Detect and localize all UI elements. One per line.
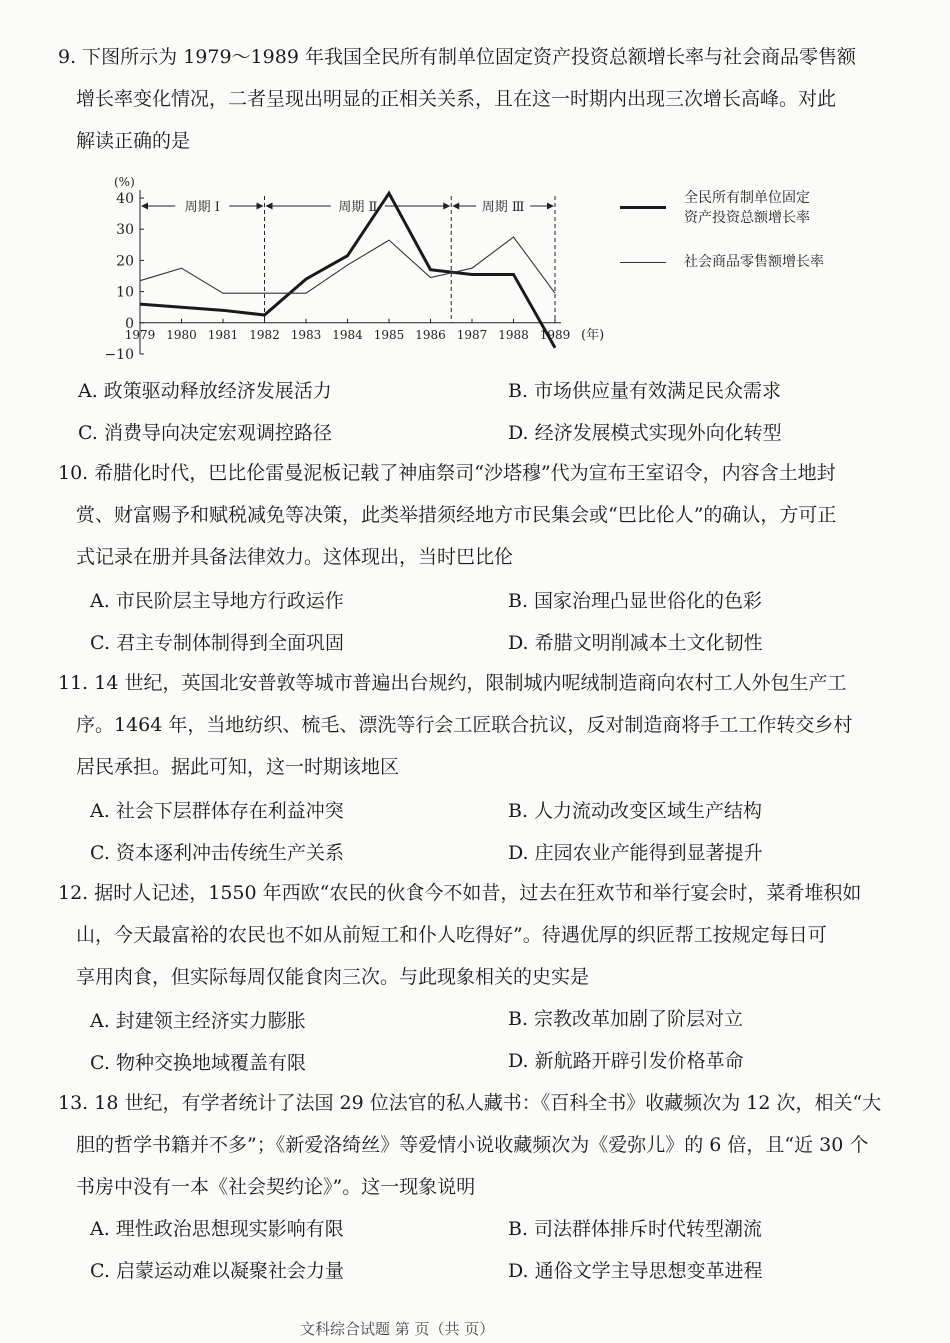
q12-option-c[interactable]: C. 物种交换地域覆盖有限 (90, 1052, 306, 1074)
q11-option-c[interactable]: C. 资本逐利冲击传统生产关系 (90, 842, 344, 864)
q9-stem-line: 增长率变化情况，二者呈现出明显的正相关关系，且在这一时期内出现三次增长高峰。对此 (76, 88, 837, 110)
y-tick-label: 0 (125, 315, 134, 332)
q12-stem-line: 享用肉食，但实际每周仅能食肉三次。与此现象相关的史实是 (76, 966, 590, 988)
q10-option-c[interactable]: C. 君主专制体制得到全面巩固 (90, 632, 344, 654)
q12-stem-line: 山，今天最富裕的农民也不如从前短工和仆人吃得好”。待遇优厚的织匠帮工按规定每日可 (76, 924, 827, 946)
legend-label-investment-2: 资产投资总额增长率 (684, 210, 810, 226)
x-tick-label: 1981 (207, 327, 239, 342)
q13-option-d[interactable]: D. 通俗文学主导思想变革进程 (508, 1260, 763, 1282)
q9-option-c[interactable]: C. 消费导向决定宏观调控路径 (78, 422, 332, 444)
q9-option-d[interactable]: D. 经济发展模式实现外向化转型 (508, 422, 782, 444)
x-tick-label: 1989 (539, 327, 571, 342)
q9-option-b[interactable]: B. 市场供应量有效满足民众需求 (508, 380, 782, 402)
q13-stem-line: 13. 18 世纪，有学者统计了法国 29 位法官的私人藏书：《百科全书》收藏频次为 12 次，相关“大 (58, 1092, 882, 1114)
q9-option-a[interactable]: A. 政策驱动释放经济发展活力 (78, 380, 332, 402)
q12-option-b[interactable]: B. 宗教改革加剧了阶层对立 (508, 1008, 744, 1030)
series-line-retail (140, 237, 555, 293)
q13-option-a[interactable]: A. 理性政治思想现实影响有限 (90, 1218, 344, 1240)
q13-option-c[interactable]: C. 启蒙运动难以凝聚社会力量 (90, 1260, 344, 1282)
q12-option-d[interactable]: D. 新航路开辟引发价格革命 (508, 1050, 744, 1072)
period-arrow-head (452, 203, 459, 210)
q11-stem-line: 11. 14 世纪，英国北安普敦等城市普遍出台规约，限制城内呢绒制造商向农村工人外包生产工 (58, 672, 847, 694)
q13-option-b[interactable]: B. 司法群体排斥时代转型潮流 (508, 1218, 763, 1240)
period-label: 周期 Ⅰ (184, 200, 220, 215)
q10-option-a[interactable]: A. 市民阶层主导地方行政运作 (90, 590, 344, 612)
period-label: 周期 Ⅱ (338, 200, 378, 215)
q11-stem (58, 662, 906, 788)
q10-option-d[interactable]: D. 希腊文明削减本土文化韧性 (508, 632, 763, 654)
legend-swatch-investment (620, 206, 666, 209)
x-tick-label: 1985 (373, 327, 405, 342)
y-tick-label: 30 (116, 222, 134, 239)
period-label: 周期 Ⅲ (481, 200, 525, 215)
q13-stem-line: 书房中没有一本《社会契约论》”。这一现象说明 (76, 1176, 476, 1198)
q9-stem (58, 36, 906, 162)
legend-label-retail: 社会商品零售额增长率 (684, 254, 824, 270)
q13-stem (58, 1082, 906, 1208)
q11-option-a[interactable]: A. 社会下层群体存在利益冲突 (90, 800, 344, 822)
q12-option-a[interactable]: A. 封建领主经济实力膨胀 (90, 1010, 306, 1032)
q10-stem-line: 赏、财富赐予和赋税减免等决策，此类举措须经地方市民集会或“巴比伦人”的确认，方可正 (76, 504, 837, 526)
q9-stem-line: 解读正确的是 (76, 130, 191, 152)
period-arrow-head (443, 203, 450, 210)
legend-label-investment-1: 全民所有制单位固定 (684, 190, 810, 206)
q12-stem-line: 12. 据时人记述，1550 年西欧“农民的伙食今不如昔，过去在狂欢节和举行宴会时，菜肴堆积如 (58, 882, 862, 904)
x-tick-label: 1984 (332, 327, 363, 342)
growth-rate-chart (104, 170, 605, 363)
q9-stem-line: 9. 下图所示为 1979～1989 年我国全民所有制单位固定资产投资总额增长率与社会商品零售额 (58, 46, 856, 68)
y-tick-label: 10 (116, 284, 134, 301)
page-footer: 文科综合试题 第 页（共 页） (300, 1320, 495, 1338)
q10-stem-line: 10. 希腊化时代，巴比伦雷曼泥板记载了神庙祭司“沙塔穆”代为宣布王室诏令，内容含土地封 (58, 462, 836, 484)
x-tick-label: 1983 (290, 327, 322, 342)
q11-option-d[interactable]: D. 庄园农业产能得到显著提升 (508, 842, 763, 864)
x-axis-unit-label: (年) (581, 327, 605, 343)
q12-stem (58, 872, 906, 998)
x-tick-label: 1982 (249, 327, 280, 342)
period-arrow-head (547, 203, 554, 210)
q10-option-b[interactable]: B. 国家治理凸显世俗化的色彩 (508, 590, 763, 612)
x-tick-label: 1986 (415, 327, 446, 342)
x-tick-label: 1979 (124, 327, 156, 342)
q13-stem-line: 胆的哲学书籍并不多”；《新爱洛绮丝》等爱情小说收藏频次为《爱弥儿》的 6 倍，且“近 30 个 (76, 1134, 869, 1156)
q10-stem-line: 式记录在册并具备法律效力。这体现出，当时巴比伦 (76, 546, 514, 568)
period-arrow-head (257, 203, 264, 210)
y-tick-label: 20 (116, 253, 134, 270)
q11-stem-line: 序。1464 年，当地纺织、梳毛、漂洗等行会工匠联合抗议，反对制造商将手工工作转交乡村 (76, 714, 853, 736)
series-line-investment (140, 193, 555, 347)
y-tick-label: 40 (116, 191, 134, 207)
x-tick-label: 1980 (166, 327, 197, 342)
period-arrow-head (266, 203, 273, 210)
x-tick-label: 1987 (456, 327, 488, 342)
q11-option-b[interactable]: B. 人力流动改变区域生产结构 (508, 800, 763, 822)
q11-stem-line: 居民承担。据此可知，这一时期该地区 (76, 756, 400, 778)
y-tick-label: −10 (104, 347, 134, 363)
y-axis-unit-label: (%) (114, 175, 135, 189)
q10-stem (58, 452, 906, 578)
period-arrow-head (141, 203, 148, 210)
line-chart-svg (104, 170, 605, 363)
legend-swatch-retail (620, 262, 666, 263)
x-tick-label: 1988 (498, 327, 529, 342)
